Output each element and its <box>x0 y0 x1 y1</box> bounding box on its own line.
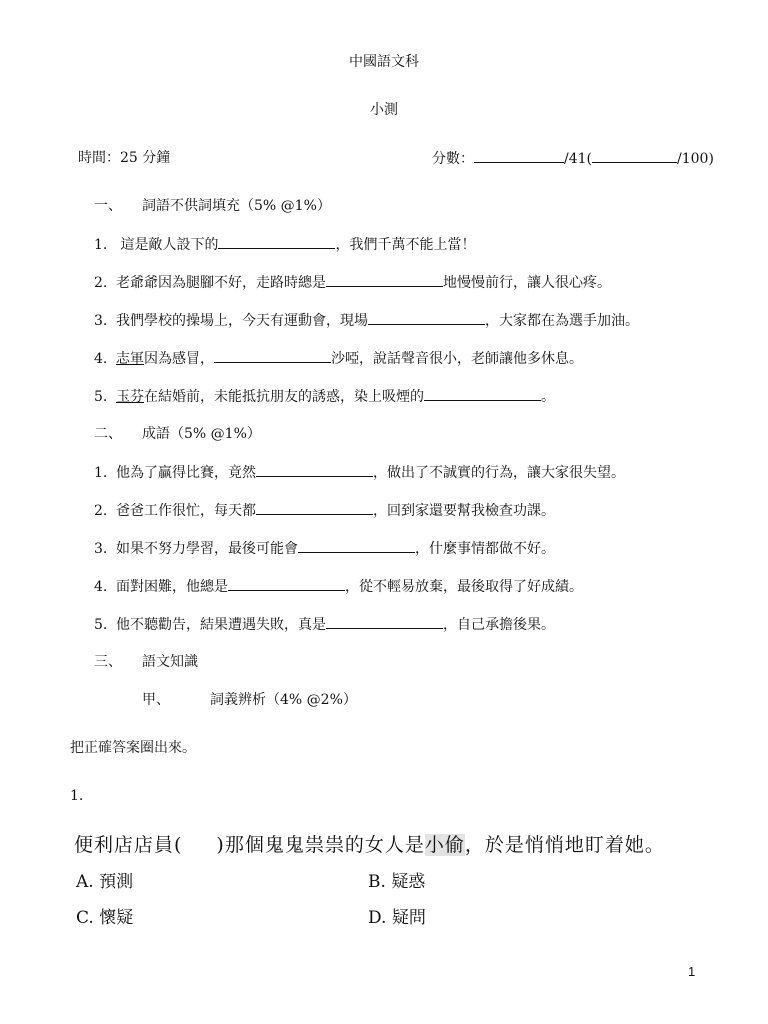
s1-q4-name: 志軍 <box>116 351 144 367</box>
s1-q1-blank[interactable] <box>218 234 335 249</box>
s1-question <box>94 272 611 293</box>
s1-question <box>94 234 475 255</box>
s2-q1-after: ，做出了不誠實的行為，讓大家很失望。 <box>373 465 625 481</box>
s2-q3-num: 3. <box>94 541 108 557</box>
s1-q2-after: 地慢慢前行，讓人很心疼。 <box>443 275 611 291</box>
s1-q2-blank[interactable] <box>326 272 443 287</box>
s1-q3-before: 我們學校的操場上，今天有運動會，現場 <box>116 313 368 329</box>
s2-question <box>94 576 583 597</box>
s2-q3-after: ，什麼事情都做不好。 <box>415 541 555 557</box>
section3-heading <box>94 652 198 672</box>
s1-q2-num: 2. <box>94 275 108 291</box>
s1-q2-before: 老爺爺因為腿腳不好，走路時總是 <box>116 275 326 291</box>
s2-q4-after: ，從不輕易放棄，最後取得了好成績。 <box>345 579 583 595</box>
score-line <box>432 148 714 169</box>
s2-question <box>94 614 555 635</box>
option-a-text: 預測 <box>99 872 134 892</box>
option-c-letter: C. <box>76 908 94 928</box>
mc-question-end: ，於是悄悄地盯着她。 <box>464 834 665 856</box>
option-a[interactable] <box>76 872 133 892</box>
section2-heading <box>94 424 261 444</box>
option-d-letter: D. <box>368 908 387 928</box>
section3-sub-heading <box>142 690 357 710</box>
section3-sub-title: 詞義辨析（4% @2%） <box>210 692 357 708</box>
option-d[interactable] <box>368 908 426 928</box>
s1-q5-name: 玉芬 <box>116 389 144 405</box>
s2-q5-before: 他不聽勸告，結果遭遇失敗，真是 <box>116 617 326 633</box>
score-total: /41( <box>564 151 592 167</box>
s1-q4-before: 因為感冒， <box>144 351 214 367</box>
s1-q5-num: 5. <box>94 389 108 405</box>
s2-q4-before: 面對困難，他總是 <box>116 579 228 595</box>
s2-q4-num: 4. <box>94 579 108 595</box>
s1-q5-blank[interactable] <box>424 386 541 401</box>
s2-question <box>94 538 555 559</box>
option-d-text: 疑問 <box>391 908 426 928</box>
option-c-text: 懷疑 <box>99 908 134 928</box>
section2-roman: 二、 <box>94 426 122 442</box>
question-number: 1. <box>70 788 84 804</box>
section3-roman: 三、 <box>94 654 122 670</box>
s2-question <box>94 462 625 483</box>
s1-q3-blank[interactable] <box>368 310 485 325</box>
s1-q3-num: 3. <box>94 313 108 329</box>
score-label: 分數： <box>432 151 474 167</box>
s2-q1-before: 他為了贏得比賽，竟然 <box>116 465 256 481</box>
section1-heading <box>94 196 331 216</box>
document-subtitle: 小測 <box>370 102 398 118</box>
s2-q4-blank[interactable] <box>228 576 345 591</box>
s2-q2-before: 爸爸工作很忙，每天都 <box>116 503 256 519</box>
section3-sub-label: 甲、 <box>142 692 170 708</box>
time-label: 時間：25 分鐘 <box>78 150 171 166</box>
highlighted-word: 小偷 <box>424 834 465 856</box>
s2-q5-num: 5. <box>94 617 108 633</box>
option-a-letter: A. <box>76 872 94 892</box>
score-percent: /100) <box>677 151 714 167</box>
option-c[interactable] <box>76 908 133 928</box>
s2-q1-blank[interactable] <box>256 462 373 477</box>
section3-title: 語文知識 <box>142 654 198 670</box>
s1-q1-after: ，我們千萬不能上當！ <box>335 237 476 253</box>
s2-q3-before: 如果不努力學習，最後可能會 <box>116 541 298 557</box>
s1-q1-before: 這是敵人設下的 <box>120 237 219 253</box>
page-number: 1 <box>688 964 696 979</box>
s2-q1-num: 1. <box>94 465 108 481</box>
s2-question <box>94 500 555 521</box>
percent-blank[interactable] <box>592 148 677 163</box>
option-b-letter: B. <box>368 872 386 892</box>
section1-title: 詞語不供詞填充（5% @1%） <box>142 198 331 214</box>
s1-question <box>94 310 639 331</box>
option-b-text: 疑惑 <box>391 872 426 892</box>
s1-q5-after: 。 <box>541 389 555 405</box>
score-blank[interactable] <box>474 148 564 163</box>
instruction: 把正確答案圈出來。 <box>70 740 196 756</box>
s1-q5-before: 在結婚前，未能抵抗朋友的誘惑，染上吸煙的 <box>144 389 424 405</box>
s1-q4-num: 4. <box>94 351 108 367</box>
s1-q1-num: 1. <box>94 237 108 253</box>
s1-question <box>94 386 555 407</box>
s2-q2-after: ，回到家還要幫我檢查功課。 <box>373 503 555 519</box>
s1-question <box>94 348 583 369</box>
section2-title: 成語（5% @1%） <box>142 426 261 442</box>
section1-roman: 一、 <box>94 198 122 214</box>
mc-question <box>74 832 665 858</box>
s2-q2-blank[interactable] <box>256 500 373 515</box>
mc-question-after: )那個鬼鬼祟祟的女人是 <box>216 834 425 856</box>
s2-q5-blank[interactable] <box>326 614 443 629</box>
mc-question-before: 便利店店員( <box>74 834 183 856</box>
s1-q3-after: ，大家都在為選手加油。 <box>485 313 639 329</box>
document-title: 中國語文科 <box>349 54 419 70</box>
s2-q3-blank[interactable] <box>298 538 415 553</box>
s2-q2-num: 2. <box>94 503 108 519</box>
s1-q4-blank[interactable] <box>214 348 331 363</box>
s1-q4-after: 沙啞，說話聲音很小，老師讓他多休息。 <box>331 351 583 367</box>
s2-q5-after: ，自己承擔後果。 <box>443 617 555 633</box>
option-b[interactable] <box>368 872 425 892</box>
